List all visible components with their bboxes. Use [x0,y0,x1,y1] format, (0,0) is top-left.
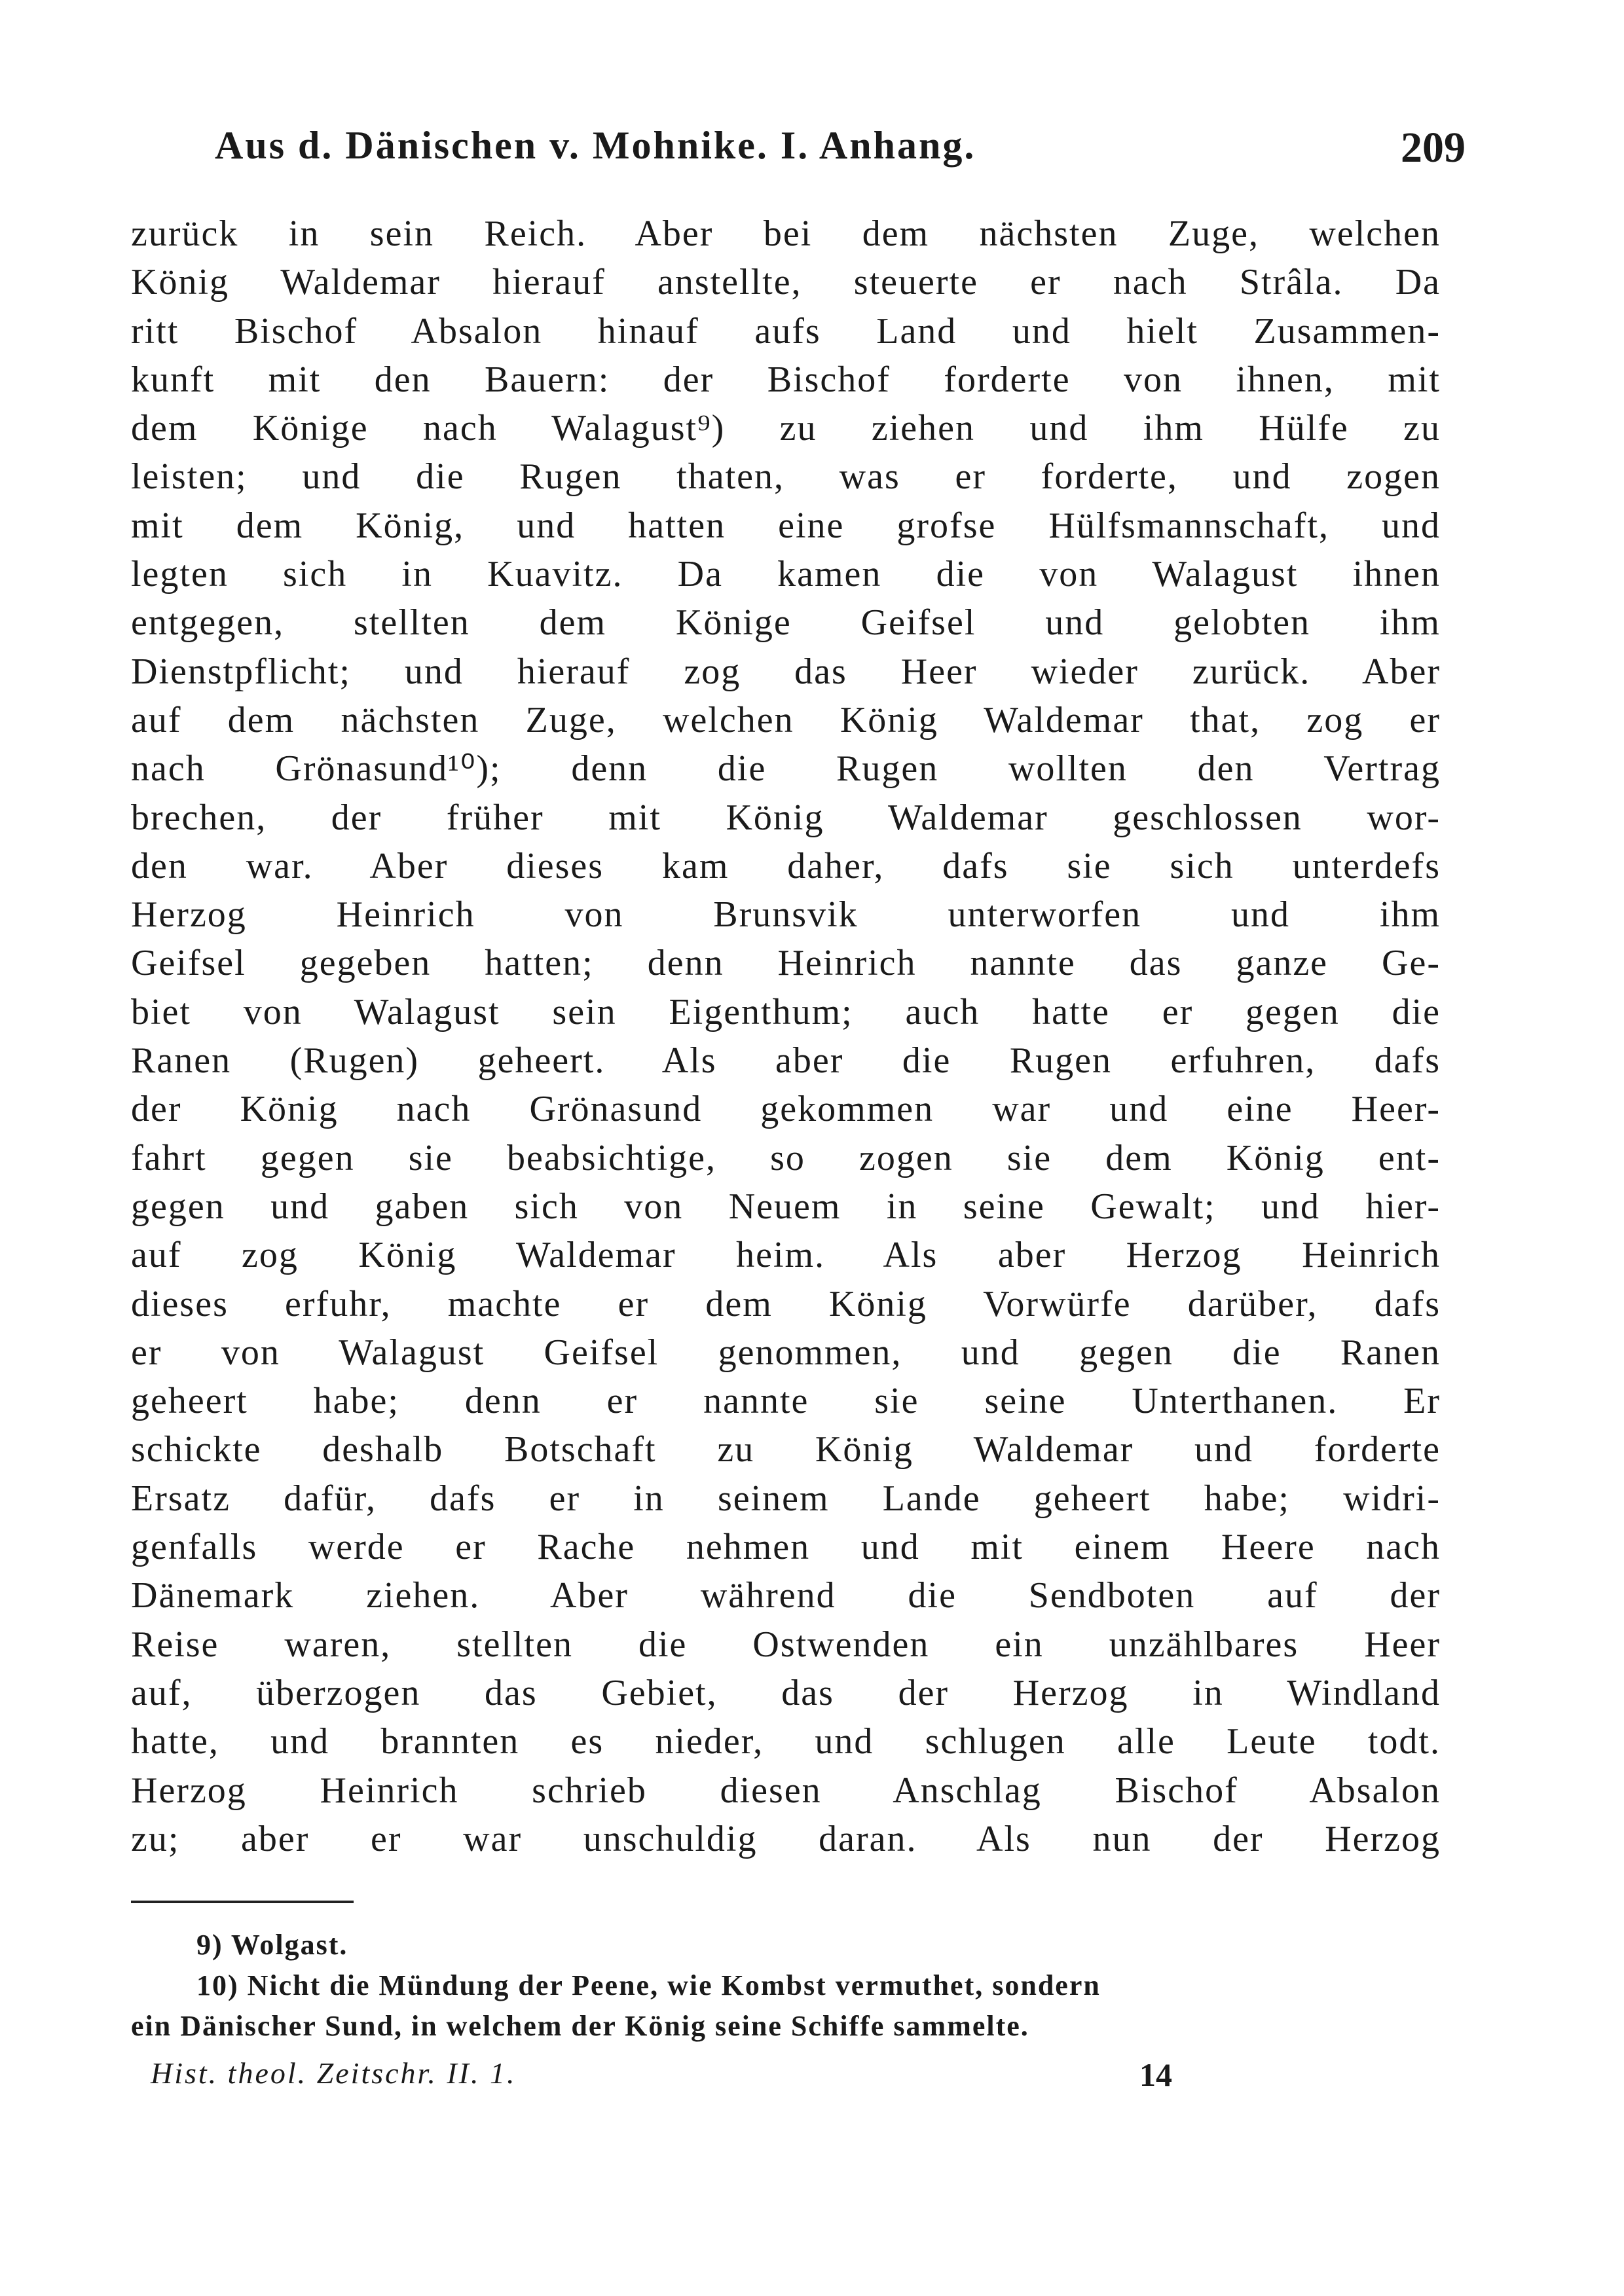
text-line: Herzog Heinrich von Brunsvik unterworfen und ihm [131,894,1441,936]
text-line: Geifsel gegeben hatten; denn Heinrich nannte das ganze Ge- [131,943,1441,984]
text-line: König Waldemar hierauf anstellte, steuerte er nach Strâla. Da [131,262,1441,303]
text-line: Ranen (Rugen) geheert. Als aber die Rugen erfuhren, dafs [131,1040,1441,1082]
footnote-10-continued: ein Dänischer Sund, in welchem der König seine Schiffe sammelte. [131,2010,1029,2042]
text-line: fahrt gegen sie beabsichtige, so zogen sie dem König ent- [131,1137,1441,1178]
text-line: schickte deshalb Botschaft zu König Waldemar und forderte [131,1429,1441,1470]
text-line: Herzog Heinrich schrieb diesen Anschlag Bischof Absalon [131,1770,1441,1811]
text-line: auf zog König Waldemar heim. Als aber Herzog Heinrich [131,1235,1441,1276]
text-line: den war. Aber dieses kam daher, dafs sie sich unterdefs [131,845,1441,886]
text-line: mit dem König, und hatten eine grofse Hülfsmannschaft, und [131,505,1441,546]
text-line: der König nach Grönasund gekommen war und eine Heer- [131,1089,1441,1130]
footnote-separator [131,1901,354,1903]
text-line: auf, überzogen das Gebiet, das der Herzog in Windland [131,1672,1441,1713]
text-line: geheert habe; denn er nannte sie seine Unterthanen. Er [131,1381,1441,1422]
text-line: nach Grönasund¹⁰); denn die Rugen wollten den Vertrag [131,748,1441,790]
text-line: hatte, und brannten es nieder, und schlugen alle Leute todt. [131,1721,1441,1762]
text-line: ritt Bischof Absalon hinauf aufs Land und hielt Zusammen- [131,310,1441,352]
page-number: 209 [1401,124,1466,172]
text-line: kunft mit den Bauern: der Bischof forderte von ihnen, mit [131,359,1441,400]
text-line: Reise waren, stellten die Ostwenden ein unzählbares Heer [131,1624,1441,1665]
sheet-number: 14 [1139,2056,1172,2093]
text-line: genfalls werde er Rache nehmen und mit einem Heere nach [131,1527,1441,1568]
text-line: zurück in sein Reich. Aber bei dem nächsten Zuge, welchen [131,213,1441,254]
text-line: biet von Walagust sein Eigenthum; auch hatte er gegen die [131,991,1441,1032]
text-line: legten sich in Kuavitz. Da kamen die von Walagust ihnen [131,554,1441,595]
text-line: Dienstpflicht; und hierauf zog das Heer wieder zurück. Aber [131,651,1441,692]
page-footer [151,2056,1172,2102]
text-line: er von Walagust Geifsel genommen, und gegen die Ranen [131,1332,1441,1373]
text-line: auf dem nächsten Zuge, welchen König Waldemar that, zog er [131,699,1441,740]
text-line: entgegen, stellten dem Könige Geifsel und gelobten ihm [131,602,1441,644]
signature-mark: Hist. theol. Zeitschr. II. 1. [151,2056,517,2090]
text-line: Dänemark ziehen. Aber während die Sendboten auf der [131,1575,1441,1616]
body-text [131,210,1441,1863]
footnote-10: 10) Nicht die Mündung der Peene, wie Kombst vermuthet, sondern [196,1969,1101,2001]
text-line: leisten; und die Rugen thaten, was er forderte, und zogen [131,456,1441,498]
page-header [215,123,1466,182]
footnote-9: 9) Wolgast. [196,1929,348,1961]
footnotes [131,1925,1441,2047]
text-line: gegen und gaben sich von Neuem in seine Gewalt; und hier- [131,1186,1441,1227]
text-line: zu; aber er war unschuldig daran. Als nun der Herzog [131,1818,1441,1859]
text-line: dieses erfuhr, machte er dem König Vorwürfe darüber, dafs [131,1283,1441,1324]
text-line: dem Könige nach Walagust⁹) zu ziehen und ihm Hülfe zu [131,408,1441,449]
text-line: Ersatz dafür, dafs er in seinem Lande geheert habe; widri- [131,1478,1441,1519]
running-head: Aus d. Dänischen v. Mohnike. I. Anhang. [215,124,976,167]
text-line: brechen, der früher mit König Waldemar geschlossen wor- [131,797,1441,838]
